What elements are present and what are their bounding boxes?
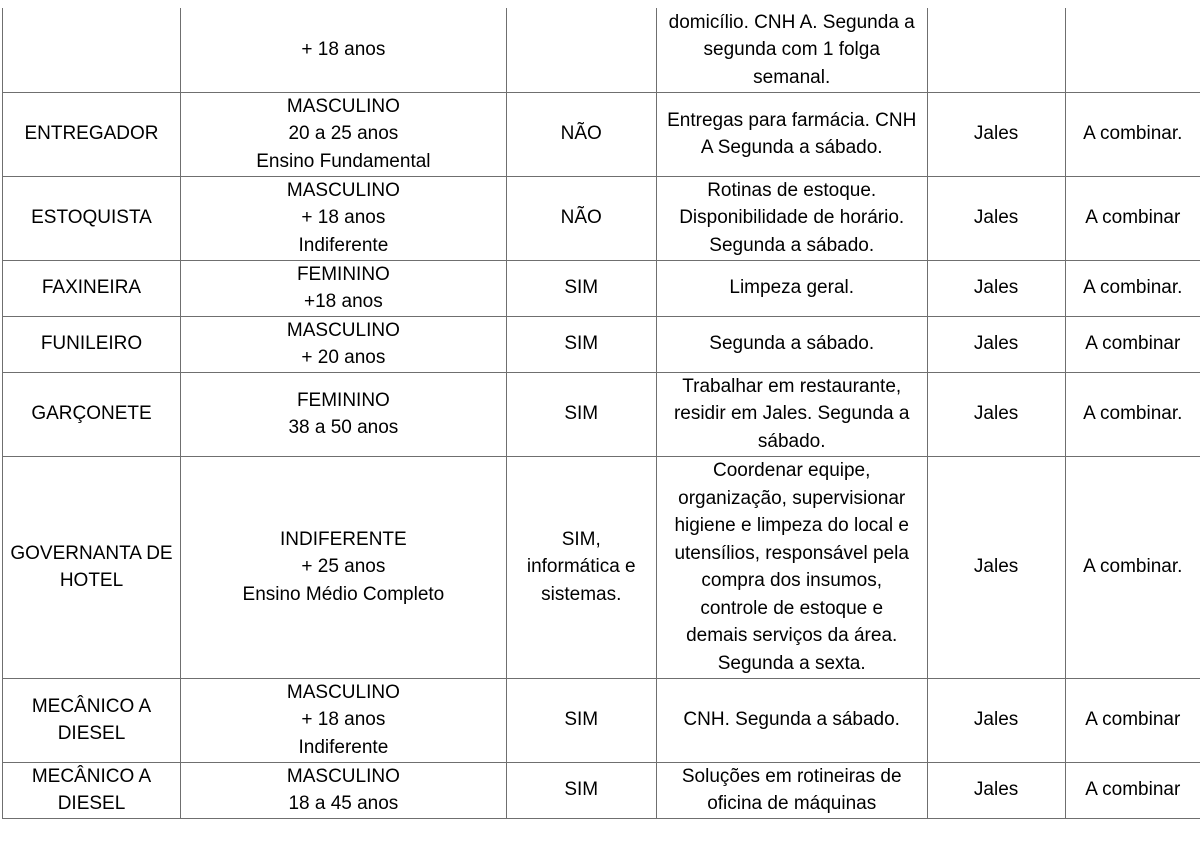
cell-descricao	[656, 316, 927, 372]
cell-local	[927, 372, 1065, 456]
cell-cargo-line: MECÂNICO A	[31, 765, 152, 787]
cell-local-text: Jales	[973, 709, 1019, 731]
cell-cargo	[3, 372, 181, 456]
cell-descricao-line: higiene e limpeza do local e	[674, 515, 909, 536]
cell-cargo-line: GARÇONETE	[31, 403, 152, 425]
cell-salario-text: A combinar	[1085, 207, 1181, 229]
cell-descricao-line: Segunda a sexta.	[717, 652, 866, 674]
cell-perfil	[180, 678, 506, 762]
cell-perfil-line: + 18 anos	[301, 709, 386, 731]
table-row	[3, 372, 1200, 456]
cell-cargo-line: FAXINEIRA	[41, 277, 142, 299]
cell-local-text: Jales	[973, 207, 1019, 229]
cell-cargo	[3, 678, 181, 762]
cell-cargo	[3, 92, 181, 176]
cell-experiencia	[506, 92, 656, 176]
cell-experiencia-line: informática e	[526, 556, 636, 578]
job-vacancies-table	[2, 8, 1200, 819]
cell-cargo	[3, 176, 181, 260]
cell-experiencia-line: NÃO	[560, 123, 602, 145]
cell-perfil-line: MASCULINO	[286, 179, 400, 201]
cell-experiencia-line: NÃO	[560, 207, 602, 229]
cell-perfil-line: MASCULINO	[286, 681, 400, 703]
cell-salario-text: A combinar.	[1083, 403, 1183, 425]
cell-cargo-line: DIESEL	[57, 723, 126, 744]
cell-perfil-line: + 25 anos	[301, 556, 386, 578]
cell-local	[927, 260, 1065, 316]
cell-perfil-line: Indiferente	[298, 234, 389, 256]
cell-perfil-line: Ensino Fundamental	[256, 150, 431, 172]
cell-local	[927, 762, 1065, 818]
cell-descricao-line: Coordenar equipe,	[713, 460, 871, 481]
cell-experiencia	[506, 762, 656, 818]
cell-cargo	[3, 762, 181, 818]
cell-descricao	[656, 176, 927, 260]
cell-descricao-line: Soluções em rotineiras de	[681, 765, 902, 787]
cell-perfil-line: MASCULINO	[286, 95, 400, 117]
table-row	[3, 8, 1200, 92]
table-row	[3, 678, 1200, 762]
cell-descricao-line: compra dos insumos,	[701, 570, 882, 591]
cell-perfil-line: FEMININO	[296, 389, 390, 411]
cell-descricao-line: residir em Jales. Segunda a	[673, 403, 910, 425]
cell-perfil	[180, 92, 506, 176]
cell-descricao	[656, 92, 927, 176]
cell-perfil	[180, 260, 506, 316]
cell-descricao	[656, 8, 927, 92]
table-row	[3, 762, 1200, 818]
cell-cargo-line: FUNILEIRO	[40, 333, 143, 355]
cell-salario	[1065, 678, 1200, 762]
cell-descricao-line: sábado.	[757, 430, 826, 452]
cell-perfil-line: 38 a 50 anos	[288, 417, 399, 438]
cell-local-text: Jales	[973, 123, 1019, 145]
cell-perfil-line: + 18 anos	[301, 39, 386, 60]
cell-descricao	[656, 678, 927, 762]
cell-salario	[1065, 456, 1200, 678]
cell-perfil-line: + 20 anos	[301, 347, 386, 368]
cell-perfil-line: MASCULINO	[286, 765, 400, 787]
cell-descricao-line: domicílio. CNH A. Segunda a	[668, 11, 915, 33]
cell-descricao-line: Segunda a sábado.	[709, 234, 875, 256]
cell-perfil-line: +18 anos	[304, 291, 383, 312]
table-row	[3, 260, 1200, 316]
cell-local	[927, 316, 1065, 372]
cell-experiencia	[506, 678, 656, 762]
cell-local	[927, 176, 1065, 260]
cell-perfil-line: Ensino Médio Completo	[242, 583, 445, 605]
cell-descricao	[656, 372, 927, 456]
cell-salario-text: A combinar.	[1083, 556, 1183, 578]
cell-experiencia	[506, 176, 656, 260]
cell-salario	[1065, 260, 1200, 316]
cell-descricao-line: A Segunda a sábado.	[700, 137, 883, 158]
cell-descricao-line: Segunda a sábado.	[709, 333, 875, 355]
cell-cargo-line: GOVERNANTA DE	[10, 542, 173, 564]
cell-descricao	[656, 762, 927, 818]
cell-experiencia-line: SIM	[564, 779, 599, 801]
cell-descricao-line: demais serviços da área.	[686, 625, 898, 646]
cell-descricao-line: Limpeza geral.	[729, 277, 855, 299]
cell-experiencia	[506, 8, 656, 92]
cell-local-text: Jales	[973, 277, 1019, 299]
cell-local	[927, 92, 1065, 176]
cell-descricao-line: Trabalhar em restaurante,	[682, 375, 902, 397]
cell-descricao-line: Entregas para farmácia. CNH	[667, 109, 917, 131]
cell-cargo	[3, 8, 181, 92]
cell-perfil-line: + 18 anos	[301, 207, 386, 229]
cell-salario-text: A combinar	[1085, 709, 1181, 731]
cell-salario	[1065, 316, 1200, 372]
cell-cargo	[3, 456, 181, 678]
cell-local	[927, 8, 1065, 92]
cell-salario	[1065, 762, 1200, 818]
cell-cargo-line: MECÂNICO A	[31, 695, 152, 717]
table-body	[3, 8, 1200, 818]
cell-experiencia-line: SIM,	[561, 528, 601, 550]
cell-perfil	[180, 456, 506, 678]
cell-descricao-line: utensílios, responsável pela	[674, 542, 909, 564]
cell-salario	[1065, 176, 1200, 260]
cell-local-text: Jales	[973, 403, 1019, 425]
cell-local	[927, 456, 1065, 678]
cell-descricao-line: CNH. Segunda a sábado.	[683, 709, 900, 731]
cell-perfil	[180, 372, 506, 456]
cell-perfil-line: FEMININO	[296, 263, 390, 285]
cell-cargo	[3, 316, 181, 372]
cell-descricao	[656, 260, 927, 316]
cell-salario-text: A combinar.	[1083, 277, 1183, 299]
table-row	[3, 176, 1200, 260]
table-row	[3, 456, 1200, 678]
cell-cargo-line: HOTEL	[59, 570, 124, 591]
cell-cargo	[3, 260, 181, 316]
cell-perfil-line: INDIFERENTE	[280, 528, 407, 550]
cell-descricao-line: segunda com 1 folga	[703, 39, 880, 60]
cell-perfil-line: MASCULINO	[286, 319, 400, 341]
cell-descricao	[656, 456, 927, 678]
cell-perfil-line: 20 a 25 anos	[288, 123, 399, 145]
cell-perfil-line: Indiferente	[298, 736, 389, 758]
cell-local-text: Jales	[973, 333, 1019, 355]
cell-experiencia-line: SIM	[564, 333, 599, 355]
cell-perfil	[180, 316, 506, 372]
cell-descricao-line: controle de estoque e	[700, 597, 884, 619]
cell-perfil	[180, 176, 506, 260]
cell-perfil	[180, 762, 506, 818]
cell-local-text: Jales	[973, 556, 1019, 578]
cell-experiencia	[506, 372, 656, 456]
cell-salario	[1065, 92, 1200, 176]
cell-descricao-line: semanal.	[753, 66, 831, 88]
cell-salario	[1065, 372, 1200, 456]
cell-experiencia-line: sistemas.	[541, 583, 622, 605]
cell-local	[927, 678, 1065, 762]
cell-local-text: Jales	[973, 779, 1019, 801]
cell-salario-text: A combinar.	[1083, 123, 1183, 145]
cell-experiencia	[506, 316, 656, 372]
cell-descricao-line: oficina de máquinas	[707, 793, 877, 814]
cell-descricao-line: Disponibilidade de horário.	[679, 207, 905, 229]
cell-descricao-line: organização, supervisionar	[678, 487, 906, 509]
cell-experiencia-line: SIM	[564, 709, 599, 731]
cell-perfil	[180, 8, 506, 92]
cell-perfil-line: 18 a 45 anos	[288, 793, 399, 814]
cell-descricao-line: Rotinas de estoque.	[707, 179, 877, 201]
cell-experiencia	[506, 456, 656, 678]
table-row	[3, 316, 1200, 372]
cell-experiencia-line: SIM	[564, 403, 599, 425]
cell-cargo-line: ENTREGADOR	[24, 123, 159, 145]
cell-salario-text: A combinar	[1085, 333, 1181, 355]
cell-cargo-line: DIESEL	[57, 793, 126, 814]
cell-experiencia-line: SIM	[564, 277, 599, 299]
table-row	[3, 92, 1200, 176]
cell-cargo-line: ESTOQUISTA	[31, 207, 152, 229]
cell-salario-text: A combinar	[1085, 779, 1181, 801]
cell-experiencia	[506, 260, 656, 316]
cell-salario	[1065, 8, 1200, 92]
